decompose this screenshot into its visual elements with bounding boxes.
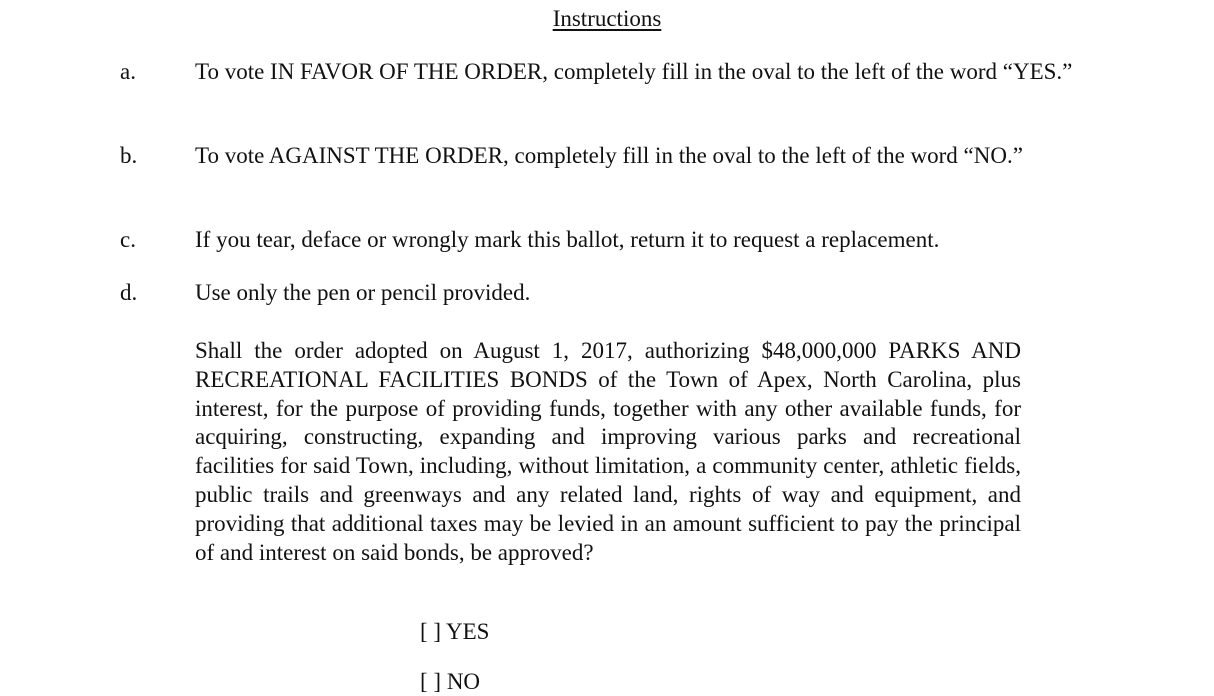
instruction-letter: c. — [120, 227, 136, 252]
instruction-letter: a. — [120, 59, 136, 84]
instruction-text: To vote IN FAVOR OF THE ORDER, completely fill in the oval to the left of the word “YES.” — [195, 59, 1073, 84]
no-choice[interactable]: [ ] NO — [420, 669, 481, 694]
instruction-text: Use only the pen or pencil provided. — [195, 280, 531, 305]
instruction-text: To vote AGAINST THE ORDER, completely fill in the oval to the left of the word “NO.” — [195, 143, 1023, 168]
instruction-letter: d. — [120, 280, 138, 305]
instruction-letter: b. — [120, 143, 138, 168]
yes-choice[interactable]: [ ] YES — [420, 619, 490, 644]
instruction-text: If you tear, deface or wrongly mark this ballot, return it to request a replacement. — [195, 227, 940, 252]
instructions-heading: Instructions — [552, 6, 662, 31]
ballot-question: Shall the order adopted on August 1, 2017, authorizing $48,000,000 PARKS AND RECREATIONAL FACILITIES BONDS of the Town of Apex, North Carolina, plus interest, for the purpose of providing funds, together with any other available funds, for acquiring, constructing, expanding and improving various parks and recreational facilities for said Town, including, without limitation, a community center, athletic fields, public trails and greenways and any related land, rights of way and equipment, and providing that additional taxes may be levied in an amount sufficient to pay the principal of and interest on said bonds, be approved? — [195, 338, 1021, 565]
